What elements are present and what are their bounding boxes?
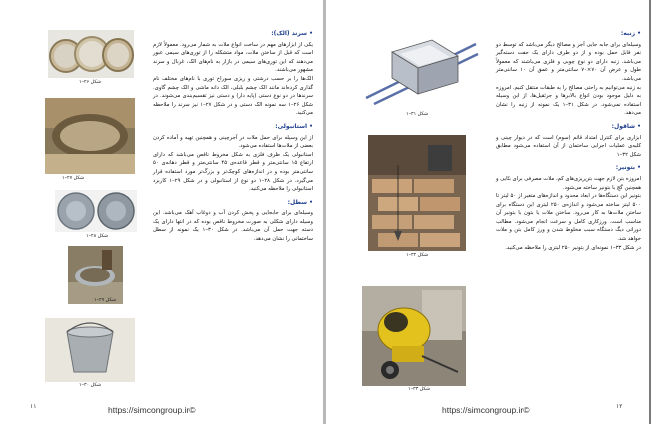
paragraph: وسیله‌ای برای جابجایی و پخش کردن آب و دوغاب آهک می‌باشد. این وسیله دارای شکلی به صورت مخروط ناقص بوده که در انتها دارای یک دسته جهت حمل آن می‌باشد. در شکل ۳۰–۱ یک نمونه از سطل ساختمانی را نشان می‌دهد. (153, 210, 313, 243)
figure-screen (45, 98, 135, 174)
section-carry-box (496, 30, 641, 118)
section-heading: بتونیر: (615, 164, 636, 172)
figure-plumb (368, 135, 466, 251)
figure-pan-use (68, 246, 123, 304)
section-heading: استانبولی: (275, 122, 308, 130)
carry-box-drawing (362, 30, 480, 110)
section-heading: سطل: (287, 198, 308, 206)
bullet-icon: • (635, 122, 641, 130)
screen-photo (45, 98, 135, 174)
paragraph: استانبولی یک ظرف فلزی به شکل مخروط ناقص می‌باشد که دارای ارتفاع ۱۵ سانتی‌متر و قطر قاعده‌ی ۴۵ سانتی‌متر و قطر دهانه‌ی ۵۰ سانتی‌متر بوده و در اندازه‌های کوچک‌تر و بزرگ‌تر مورد استفاده قرار می‌گیرد. در شکل ۲۸–۱ دو نوع از استانبولی و در شکل ۲۹–۱ کاربرد استانبولی را ملاحظه می‌کنید. (153, 151, 313, 193)
left-text-column (153, 30, 313, 249)
bullet-icon: • (307, 122, 313, 130)
footer-url[interactable]: https://simcongroup.ir© (442, 405, 530, 415)
section-bucket (153, 199, 313, 244)
figure-mixer (362, 286, 466, 386)
bullet-icon: • (635, 164, 641, 172)
section-heading: زنبه: (620, 30, 636, 37)
figure-caption: شکل ۳۱–۱ (406, 112, 428, 117)
figure-caption: شکل ۳۳–۱ (408, 387, 430, 392)
paragraph: در شکل ۳۳–۱ نمونه‌ای از بتونیر ۲۵۰ لیتری را ملاحظه می‌کنید. (505, 244, 641, 251)
figure-sieves (48, 30, 134, 78)
paragraph: بتونیر این دستگاه‌ها در ابعاد محدود و اندازه‌های متغیر از ۵۰ لیتر تا ۵۰۰ لیتر ساخته می‌شود و اندازه‌ی ۲۵۰ لیتری این دستگاه برای ساختن ملات‌ها به کار می‌رود. ساختن ملات یا بتون با بتونیر آن مناسب است. ورزکاری کامل و سرعت انجام می‌شود. مطالب دورانی دیگ دستگاه سبب مخلوط شدن و ورز کامل بتن و ملات خواهد شد. (496, 193, 641, 243)
figure-caption: شکل ۲۸–۱ (86, 234, 108, 239)
paragraph: ابزاری برای کنترل امتداد قائم (سوم) است که در دیوار چینی و کلیه‌ی عملیات اجرایی ساختمان از آن استفاده می‌شود مطابق شکل ۳۲–۱ (496, 134, 641, 158)
section-heading: سرند (الک): (271, 30, 308, 37)
mixer-photo (362, 286, 466, 386)
section-pan (153, 123, 313, 194)
section-plumb (496, 123, 641, 159)
paragraph: یکی از ابزارهای مهم در ساخت انواع ملات به شمار می‌رود. معمولاً لازم است که قبل از ساختن ملات، مواد متشکله را از توری‌های سیمی عبور می‌دهند که این توری‌های سیمی در بازار به نام‌های الک، غربال و سرند مشهور می‌باشند. (153, 41, 313, 74)
figure-carry-box (362, 30, 480, 110)
bullet-icon: • (635, 30, 641, 37)
pans-photo (55, 190, 137, 232)
section-mixer (496, 164, 641, 252)
paragraph: امروزه بتن لازم جهت بتن‌ریزی‌های کم، ملات مصرفی برای بنّایی و همچنین گچ با بتونیر ساخته می‌شود. (496, 175, 641, 191)
figure-caption: شکل ۳۲–۱ (406, 253, 428, 258)
footer-url[interactable]: https://simcongroup.ir© (108, 405, 196, 415)
paragraph: وسیله‌ای برای جابه جایی آجر و مصالح دیگر می‌باشد که توسط دو نفر قابل حمل بوده و از دو طرف دارای یک جفت دسته‌گیر می‌باشد. زنبه دارای دو نوع چوبی و فلزی می‌باشند که معمولاً طول و عرض آن ۷۰×۷۰ سانتی‌متر و عمق آن ۱۰ سانتی‌متر می‌باشد. (496, 41, 641, 82)
figure-caption: شکل ۳۰–۱ (79, 383, 101, 388)
section-heading: شاقول: (611, 122, 636, 130)
bullet-icon: • (307, 198, 313, 206)
page-number: ۱۱ (30, 403, 37, 410)
right-page (326, 0, 649, 424)
section-sieve (153, 30, 313, 118)
pan-use-photo (68, 246, 123, 304)
paragraph: الک‌ها را بر حسب درشتی و ریزی سوراخ توری با نام‌های مختلف نام گذاری کرده‌اند مانند الک چشم بلبلی، الک دانه ماشی و الک چشم گاوی. سرندها در دو نوع دستی (پایه دار) و دستی نیز تقسیم‌بندی می‌شوند. در شکل ۲۶–۱ سه نمونه الک دستی و در شکل ۲۷–۱ نیز سرند را ملاحظه می‌کنید. (153, 75, 313, 117)
paragraph: از این وسیله برای حمل ملات در آجرچینی و همچنین تهیه و آماده کردن بعضی از ملات‌ها استفاده می‌شود. (153, 134, 313, 150)
figure-pans (55, 190, 137, 232)
figure-caption: شکل ۲۶–۱ (79, 80, 101, 85)
sieves-photo (48, 30, 134, 78)
right-text-column (496, 30, 641, 257)
page-number: ۱۲ (616, 403, 623, 410)
paragraph: به زنبه می‌توانیم به راحتی مصالح را به طبقات منتقل کنیم. امروزه به دلیل موجود بودن انواع بالابرها و جرثقیل‌ها، از این وسیله استفاده نمی‌شود. در شکل ۳۱–۱ یک نمونه از زنبه را نشان می‌دهد. (496, 84, 641, 117)
figure-caption: شکل ۲۹–۱ (94, 298, 116, 303)
figure-bucket (45, 318, 135, 382)
figure-caption: شکل ۲۷–۱ (62, 176, 84, 181)
left-page (0, 0, 324, 424)
bullet-icon: • (307, 30, 313, 37)
bucket-photo (45, 318, 135, 382)
plumb-photo (368, 135, 466, 251)
